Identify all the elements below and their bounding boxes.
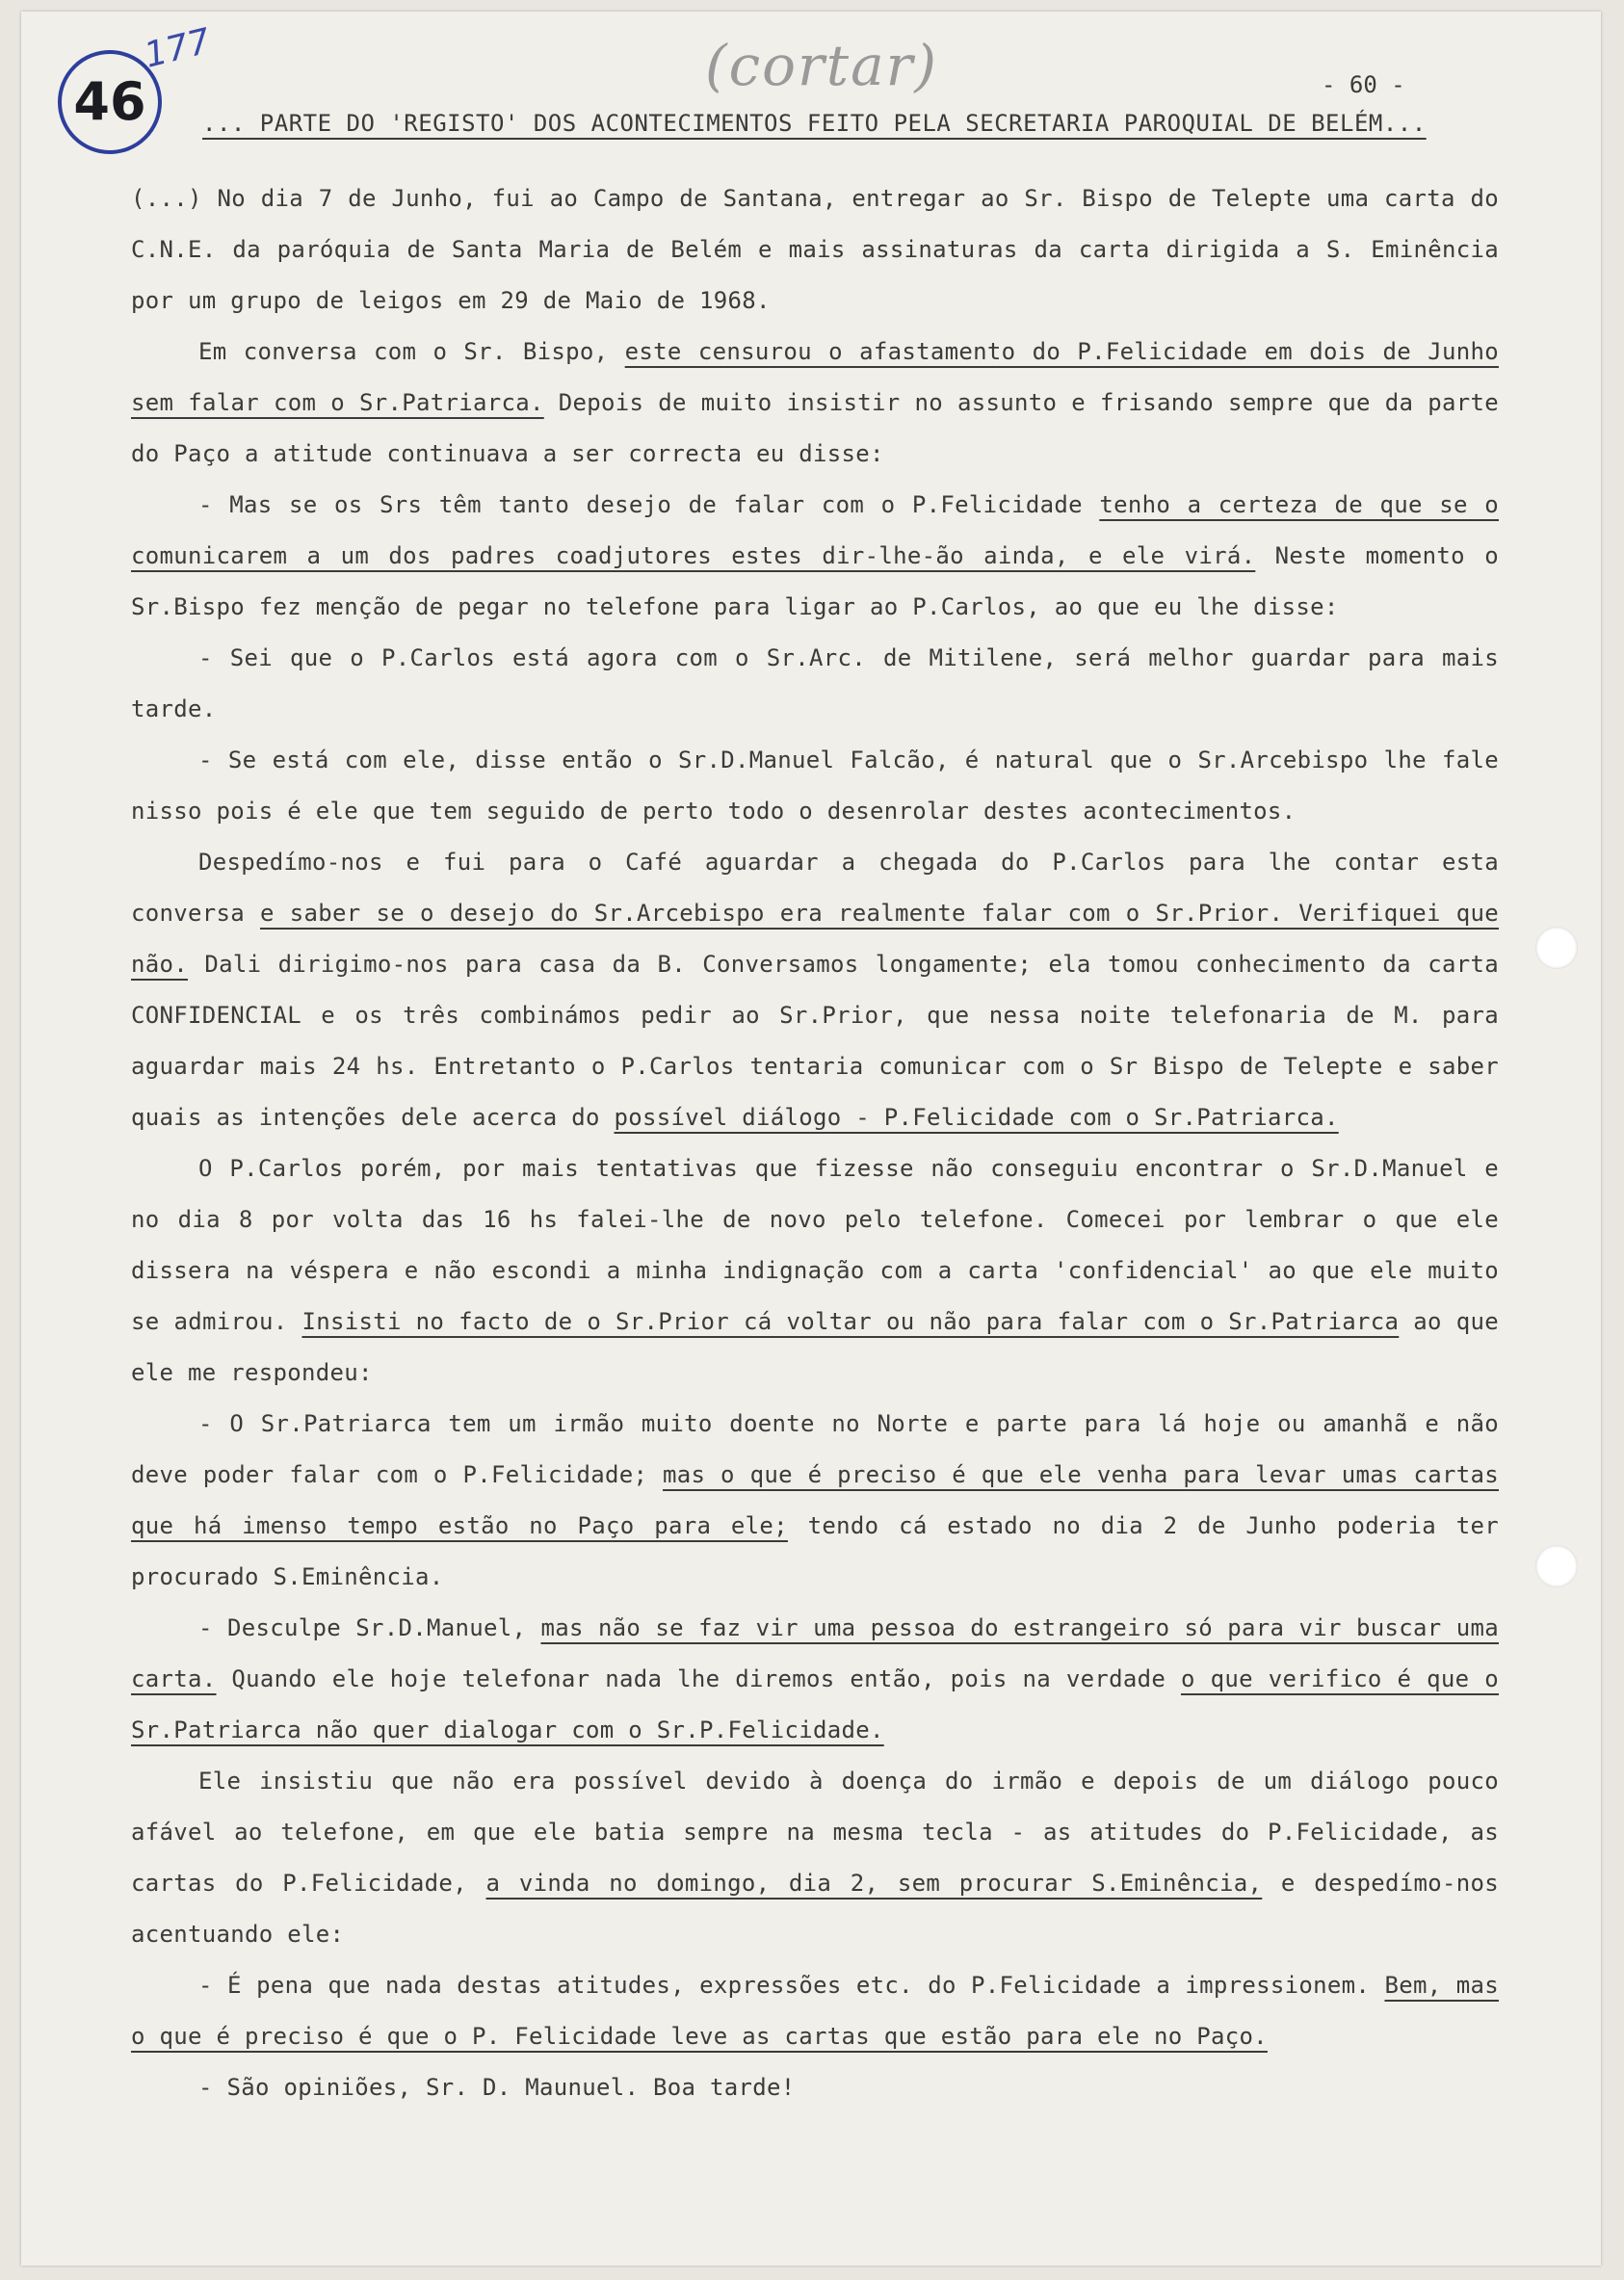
paragraph-9 bbox=[131, 1603, 1499, 1756]
text-run: Depois de muito insistir no assunto e frisando sempre que da parte do Paço a atitude continuava a ser correcta eu disse: bbox=[131, 389, 1499, 467]
document-header: ... PARTE DO 'REGISTO' DOS ACONTECIMENTOS FEITO PELA SECRETARIA PAROQUIAL DE BELÉM... bbox=[202, 110, 1427, 137]
underlined-passage: tenho a certeza de que se o comunicarem a um dos padres coadjutores estes dir-lhe-ão ainda, e ele virá. bbox=[131, 491, 1499, 569]
text-run: Ele insistiu que não era possível devido à doença do irmão e depois de um diálogo pouco afável ao telefone, em que ele batia sempre na mesma tecla - as atitudes do P.Felicidade, as cartas do P.Felicidade, bbox=[131, 1768, 1499, 1897]
document-body bbox=[131, 173, 1499, 2113]
paragraph-7 bbox=[131, 1143, 1499, 1399]
underlined-passage: Bem, mas o que é preciso é que o P. Felicidade leve as cartas que estão para ele no Paço. bbox=[131, 1972, 1500, 2050]
document-page bbox=[21, 12, 1601, 2266]
underlined-passage: e saber se o desejo do Sr.Arcebispo era realmente falar com o Sr.Prior. Verifiquei que não. bbox=[131, 900, 1499, 978]
text-run: Neste momento o Sr.Bispo fez menção de pegar no telefone para ligar ao P.Carlos, ao que eu lhe disse: bbox=[131, 542, 1499, 620]
pencil-note: (cortar) bbox=[705, 33, 938, 98]
text-run: Em conversa com o Sr. Bispo, bbox=[198, 338, 625, 365]
text-run: - O Sr.Patriarca tem um irmão muito doente no Norte e parte para lá hoje ou amanhã e não deve poder falar com o P.Felicidade; bbox=[131, 1410, 1499, 1488]
underlined-passage: mas não se faz vir uma pessoa do estrangeiro só para vir buscar uma carta. bbox=[131, 1614, 1499, 1692]
text-run: tendo cá estado no dia 2 de Junho poderia ter procurado S.Eminência. bbox=[131, 1512, 1500, 1590]
page-number: - 60 - bbox=[1322, 71, 1405, 98]
underlined-passage: Insisti no facto de o Sr.Prior cá voltar ou não para falar com o Sr.Patriarca bbox=[301, 1308, 1400, 1335]
underlined-passage: este censurou o afastamento do P.Felicidade em dois de Junho sem falar com o Sr.Patriarca. bbox=[131, 338, 1499, 416]
text-run: Quando ele hoje telefonar nada lhe diremos então, pois na verdade bbox=[216, 1665, 1181, 1692]
paragraph-11 bbox=[131, 1960, 1499, 2062]
punch-hole-top bbox=[1535, 927, 1578, 969]
underlined-passage: o que verifico é que o Sr.Patriarca não quer dialogar com o Sr.P.Felicidade. bbox=[131, 1665, 1500, 1743]
text-run: - São opiniões, Sr. D. Maunuel. Boa tarde! bbox=[198, 2074, 796, 2101]
paragraph-4 bbox=[131, 633, 1499, 735]
text-run: ao que ele me respondeu: bbox=[131, 1308, 1499, 1386]
paragraph-5 bbox=[131, 735, 1499, 837]
paragraph-6 bbox=[131, 837, 1499, 1143]
text-run: - É pena que nada destas atitudes, expressões etc. do P.Felicidade a impressionem. bbox=[198, 1972, 1385, 1999]
text-run: (...) No dia 7 de Junho, fui ao Campo de Santana, entregar ao Sr. Bispo de Telepte uma carta do C.N.E. da paróquia de Santa Maria de Belém e mais assinaturas da carta dirigida a S. Eminência por um grupo de leigos em 29 de Maio de 1968. bbox=[131, 185, 1499, 314]
text-run: - Desculpe Sr.D.Manuel, bbox=[198, 1614, 541, 1641]
archive-number-stamp: 46 bbox=[58, 50, 162, 154]
text-run: e despedímo-nos acentuando ele: bbox=[131, 1870, 1499, 1948]
paragraph-8 bbox=[131, 1399, 1499, 1603]
paragraph-10 bbox=[131, 1756, 1499, 1960]
text-run: - Sei que o P.Carlos está agora com o Sr.Arc. de Mitilene, será melhor guardar para mais tarde. bbox=[131, 644, 1499, 722]
paragraph-3 bbox=[131, 480, 1499, 633]
text-run: Dali dirigimo-nos para casa da B. Conversamos longamente; ela tomou conhecimento da carta CONFIDENCIAL e os três combinámos pedir ao Sr.Prior, que nessa noite telefonaria de M. para aguardar mais 24 hs. Entretanto o P.Carlos tentaria comunicar com o Sr Bispo de Telepte e saber quais as intenções dele acerca do bbox=[131, 951, 1499, 1131]
underlined-passage: possível diálogo - P.Felicidade com o Sr.Patriarca. bbox=[614, 1104, 1339, 1131]
text-run: Despedímo-nos e fui para o Café aguardar a chegada do P.Carlos para lhe contar esta conversa bbox=[131, 849, 1499, 927]
text-run: - Se está com ele, disse então o Sr.D.Manuel Falcão, é natural que o Sr.Arcebispo lhe fale nisso pois é ele que tem seguido de perto todo o desenrolar destes acontecimentos. bbox=[131, 747, 1499, 825]
paragraph-2 bbox=[131, 327, 1499, 480]
text-run: O P.Carlos porém, por mais tentativas que fizesse não conseguiu encontrar o Sr.D.Manuel e no dia 8 por volta das 16 hs falei-lhe de novo pelo telefone. Comecei por lembrar o que ele dissera na véspera e não escondi a minha indignação com a carta 'confidencial' ao que ele muito se admirou. bbox=[131, 1155, 1499, 1335]
underlined-passage: mas o que é preciso é que ele venha para levar umas cartas que há imenso tempo estão no Paço para ele; bbox=[131, 1461, 1499, 1539]
punch-hole-bottom bbox=[1535, 1545, 1578, 1587]
paragraph-1 bbox=[131, 173, 1499, 327]
underlined-passage: a vinda no domingo, dia 2, sem procurar S.Eminência, bbox=[485, 1870, 1263, 1897]
paragraph-12 bbox=[131, 2062, 1499, 2113]
folio-number-handwritten: 177 bbox=[141, 21, 215, 76]
text-run: - Mas se os Srs têm tanto desejo de falar com o P.Felicidade bbox=[198, 491, 1100, 518]
